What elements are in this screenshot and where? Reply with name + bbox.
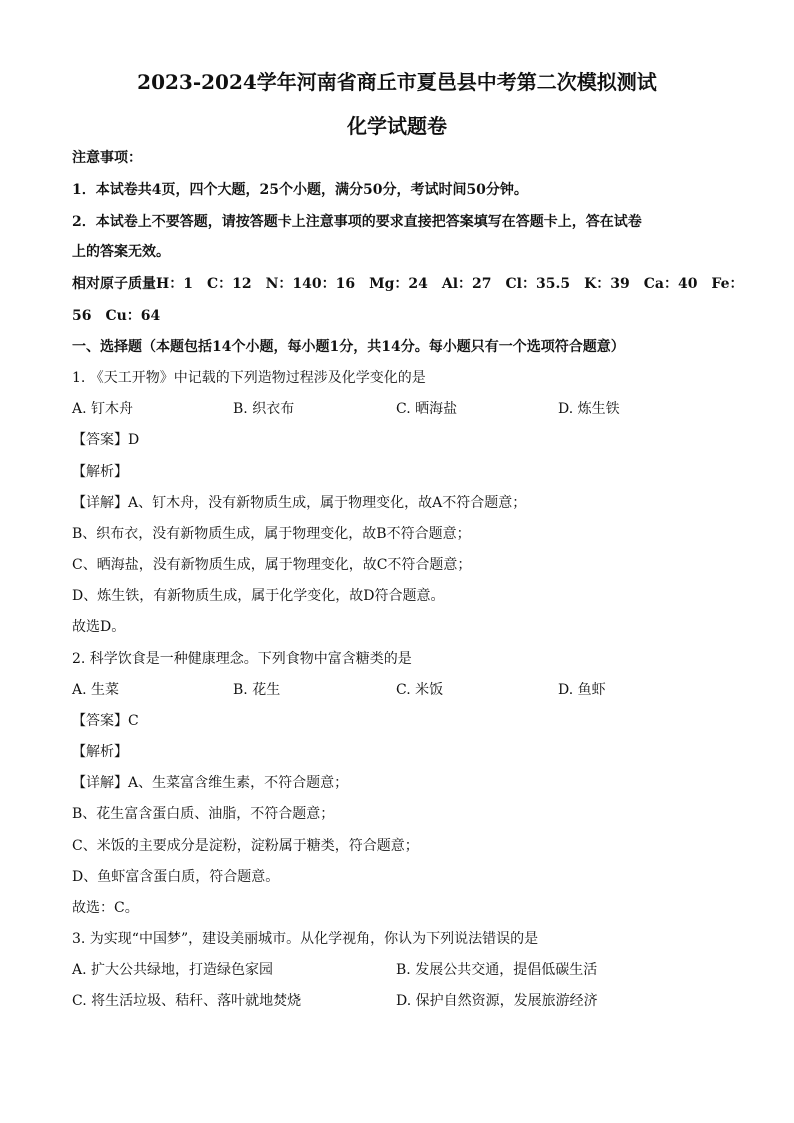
- exam-title: 2023-2024学年河南省商丘市夏邑县中考第二次模拟测试: [137, 70, 657, 94]
- question-3-option-b: B. 发展公共交通，提倡低碳生活: [396, 962, 598, 978]
- question-2-detail-line: C、米饭的主要成分是淀粉，淀粉属于糖类，符合题意；: [72, 838, 419, 854]
- question-2-answer: 【答案】C: [72, 713, 139, 729]
- question-1-detail-line: D、炼生铁，有新物质生成，属于化学变化，故D符合题意。: [72, 588, 445, 604]
- question-2-stem: 2. 科学饮食是一种健康理念。下列食物中富含糖类的是: [72, 651, 412, 667]
- notes-item-1: 1．本试卷共4页，四个大题，25个小题，满分50分，考试时间50分钟。: [72, 182, 528, 198]
- question-2-option-c: C. 米饭: [396, 682, 444, 698]
- question-1-option-d: D. 炼生铁: [558, 401, 620, 417]
- question-2-conclusion: 故选：C。: [72, 900, 139, 916]
- atomic-mass-line-2: 56 Cu：64: [72, 308, 161, 324]
- question-1-answer: 【答案】D: [72, 432, 140, 448]
- notes-item-2-line-1: 2．本试卷上不要答题，请按答题卡上注意事项的要求直接把答案填写在答题卡上，答在试卷: [72, 214, 642, 230]
- question-3-option-a: A. 扩大公共绿地，打造绿色家园: [72, 962, 274, 978]
- question-1-detail-line: 【详解】A、钉木舟，没有新物质生成，属于物理变化，故A不符合题意；: [72, 495, 527, 511]
- question-1-stem: 1. 《天工开物》中记载的下列造物过程涉及化学变化的是: [72, 370, 426, 386]
- question-2-option-b: B. 花生: [233, 682, 281, 698]
- exam-subtitle: 化学试题卷: [347, 114, 447, 138]
- question-1-analysis: 【解析】: [72, 464, 128, 480]
- question-1-option-b: B. 织衣布: [233, 401, 295, 417]
- notes-heading: 注意事项：: [72, 150, 142, 166]
- question-1-detail-line: C、晒海盐，没有新物质生成，属于物理变化，故C不符合题意；: [72, 557, 472, 573]
- question-1-detail-line: B、织布衣，没有新物质生成，属于物理变化，故B不符合题意；: [72, 526, 471, 542]
- atomic-mass-line-1: 相对原子质量H：1 C：12 N：140：16 Mg：24 Al：27 Cl：35.5 K：39 Ca：40 Fe：: [72, 276, 744, 292]
- question-2-detail-line: B、花生富含蛋白质、油脂，不符合题意；: [72, 806, 335, 822]
- question-2-option-a: A. 生菜: [72, 682, 120, 698]
- question-1-option-c: C. 晒海盐: [396, 401, 458, 417]
- question-3-option-d: D. 保护自然资源，发展旅游经济: [396, 993, 598, 1009]
- question-1-conclusion: 故选D。: [72, 619, 126, 635]
- section-heading: 一、选择题（本题包括14个小题，每小题1分，共14分。每小题只有一个选项符合题意）: [72, 339, 625, 355]
- question-3-option-c: C. 将生活垃圾、秸秆、落叶就地焚烧: [72, 993, 302, 1009]
- question-2-detail-line: 【详解】A、生菜富含维生素，不符合题意；: [72, 775, 349, 791]
- question-1-option-a: A. 钉木舟: [72, 401, 134, 417]
- question-2-detail-line: D、鱼虾富含蛋白质，符合题意。: [72, 869, 280, 885]
- question-2-analysis: 【解析】: [72, 744, 128, 760]
- question-2-option-d: D. 鱼虾: [558, 682, 606, 698]
- question-3-stem: 3. 为实现“中国梦”，建设美丽城市。从化学视角，你认为下列说法错误的是: [72, 931, 539, 947]
- notes-item-2-line-2: 上的答案无效。: [72, 244, 170, 260]
